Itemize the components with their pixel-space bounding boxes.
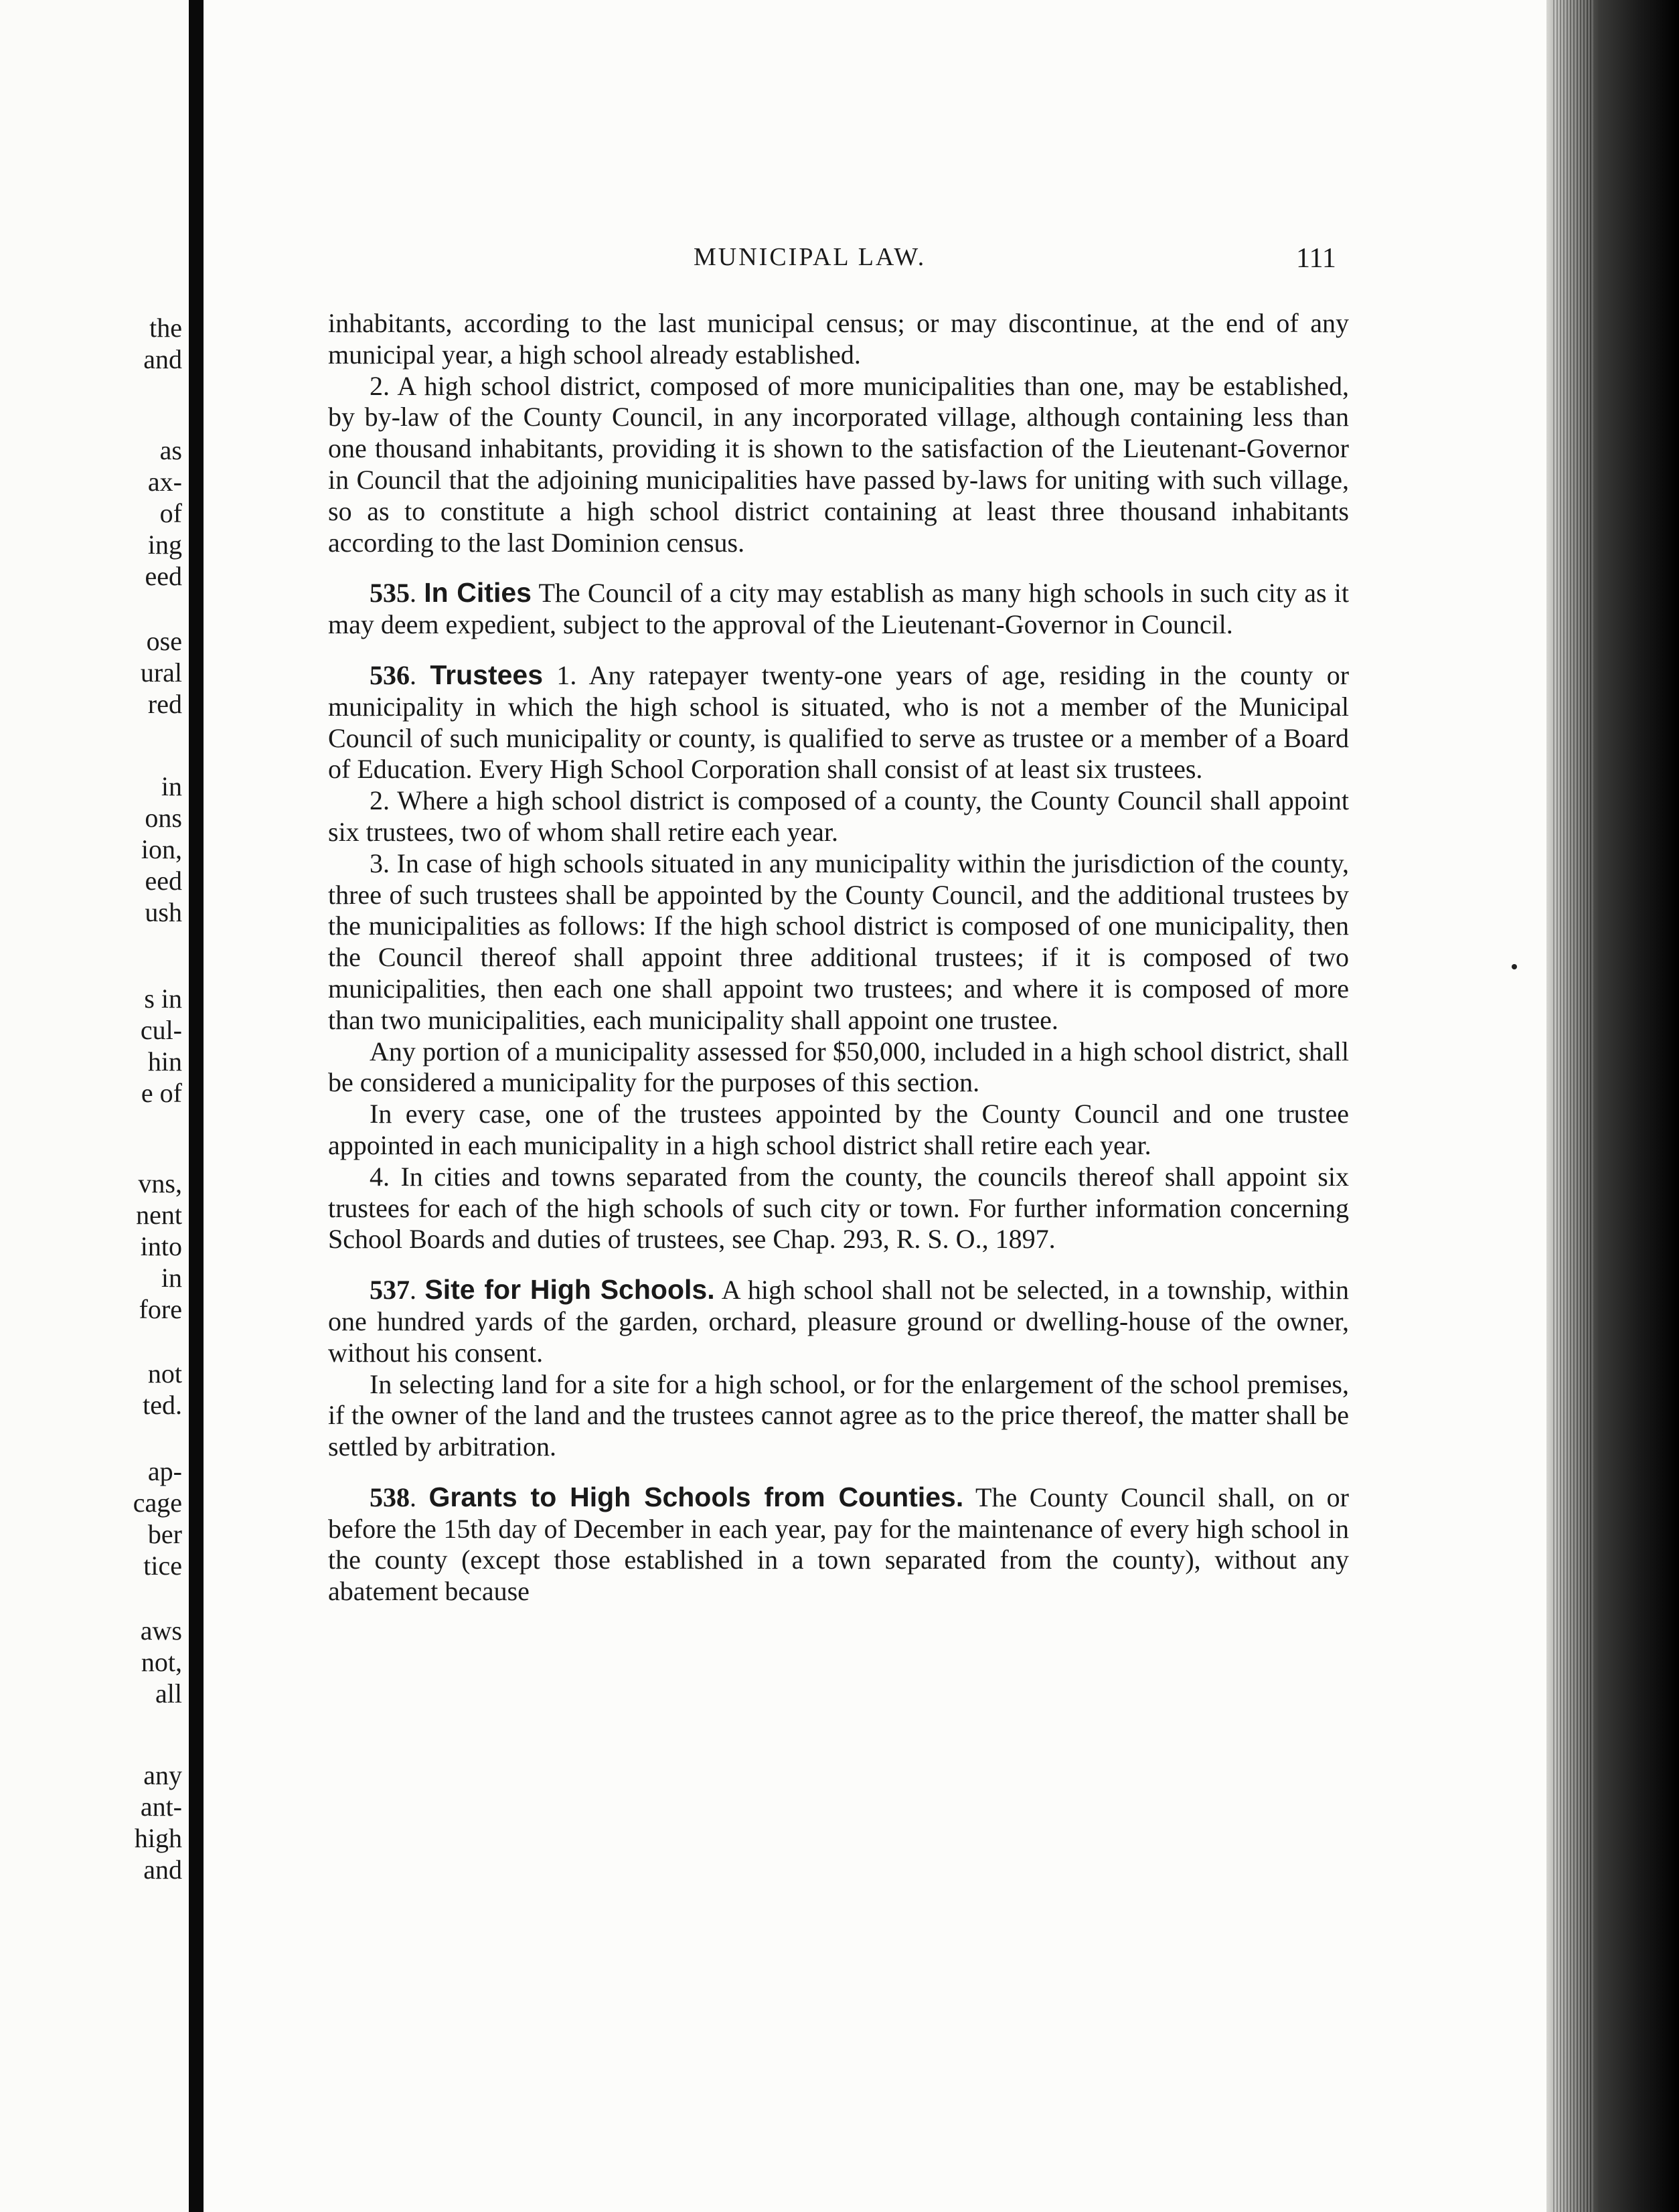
section-heading: Trustees [430, 659, 544, 690]
facing-page-fragment: eed [145, 561, 182, 591]
paragraph: Any portion of a municipality assessed for $50,000, included in a high school district, shall be considered a municipality for the purposes of this section. [328, 1036, 1349, 1098]
facing-page-fragment: ing [147, 530, 182, 560]
facing-page [0, 0, 189, 2212]
facing-page-fragment: any [143, 1760, 182, 1790]
section-number: 538 [370, 1482, 410, 1512]
facing-page-fragment: of [159, 498, 182, 528]
paragraph: 4. In cities and towns separated from the county, the councils thereof shall appoint six trustees for each of the high schools of such city or town. For further information concerning School Boards and duties of trustees, see Chap. 293, R. S. O., 1897. [328, 1161, 1349, 1255]
facing-page-fragment: high [134, 1823, 182, 1853]
facing-page-fragment: and [143, 1854, 182, 1885]
facing-page-fragment: the [149, 313, 182, 343]
facing-page-fragment: red [147, 689, 182, 719]
section-537: 537. Site for High Schools. A high school shall not be selected, in a township, within one hundred yards of the garden, orchard, pleasure ground or dwelling-house of the owner, without his consent. [328, 1274, 1350, 1368]
section-number: 536 [370, 659, 410, 690]
facing-page-fragment: fore [139, 1294, 182, 1324]
facing-page-fragment: tice [143, 1551, 182, 1581]
paragraph: In every case, one of the trustees appointed by the County Council and one trustee appointed in each municipality in a high school district shall retire each year. [328, 1099, 1349, 1160]
facing-page-fragment: e of [141, 1078, 182, 1108]
facing-page-fragment: eed [145, 866, 182, 896]
section-heading: Site for High Schools. [424, 1274, 715, 1306]
paragraph: 2. Where a high school district is composed of a county, the County Council shall appoint six trustees, two of whom shall retire each year. [328, 785, 1349, 847]
facing-page-fragment: ose [146, 626, 182, 656]
facing-page-fragment: ber [147, 1519, 182, 1549]
facing-page-fragment: as [159, 435, 182, 465]
section-number: 537 [370, 1275, 410, 1306]
section-536: 536. Trustees 1. Any ratepayer twenty-one years of age, residing in the county or municipality in which the high school is situated, who is not a member of the Municipal Council of such municipality or county, is qualified to serve as trustee or a member of a Board of Education. Every High School Corporation shall consist of at least six trustees. [328, 659, 1350, 785]
page-number: 111 [1296, 243, 1336, 274]
facing-page-fragment: not, [141, 1647, 182, 1677]
facing-page-fragment: cage [133, 1488, 182, 1518]
facing-page-fragment: s in [144, 983, 182, 1014]
facing-page-fragment: and [143, 344, 182, 374]
facing-page-fragment: vns, [138, 1168, 182, 1198]
facing-page-fragment: ion, [141, 834, 182, 864]
facing-page-fragment: in [161, 1263, 182, 1293]
paragraph: In selecting land for a site for a high school, or for the enlargement of the school premises, if the owner of the land and the trustees cannot agree as to the price thereof, the matter shall be settled by arbitration. [328, 1368, 1349, 1462]
paragraph: inhabitants, according to the last municipal census; or may discontinue, at the end of any municipal year, a high school already established. [328, 308, 1349, 370]
facing-page-fragment: aws [140, 1615, 182, 1646]
section-heading: In Cities [424, 577, 532, 609]
stray-mark [1512, 964, 1517, 969]
running-title: MUNICIPAL LAW. [694, 243, 927, 271]
facing-page-fragment: ush [145, 897, 182, 927]
page-gutter [189, 0, 204, 2212]
facing-page-fragment: hin [147, 1046, 182, 1077]
section-text: 1. Any ratepayer twenty-one years of age, residing in the county or municipality in which the high school is situated, who is not a member of the Municipal Council of such municipality or county, is qualified to serve as trustee or a member of a Board of Education. Every High School Corporation shall consist of at least six trustees. [328, 659, 1350, 785]
facing-page-fragment: ural [140, 657, 182, 688]
section-text: A high school shall not be selected, in a township, within one hundred yards of the garden, orchard, pleasure ground or dwelling-house of the owner, without his consent. [328, 1275, 1350, 1368]
paragraph: 3. In case of high schools situated in any municipality within the jurisdiction of the county, three of such trustees shall be appointed by the County Council, and the additional trustees by the municipalities as follows: If the high school district is composed of one municipality, then the Council thereof shall appoint three additional trustees; if it is composed of two municipalities, then each one shall appoint two trustees; and where it is composed of more than two municipalities, each municipality shall appoint one trustee. [328, 848, 1349, 1035]
section-heading: Grants to High Schools from Counties. [428, 1481, 964, 1512]
facing-page-fragment: nent [136, 1200, 182, 1230]
paragraph: 2. A high school district, composed of more municipalities than one, may be established, by by-law of the County Council, in any incorporated village, although containing less than one thousand inhabitants, providing it is shown to the satisfaction of the Lieutenant-Governor in Council that the adjoining municipalities have passed by-laws for uniting with such village, so as to constitute a high school district containing at least three thousand inhabitants according to the last Dominion census. [328, 370, 1349, 558]
facing-page-fragment: all [155, 1678, 182, 1709]
facing-page-fragment: ax- [147, 467, 182, 497]
section-number: 535 [370, 578, 410, 609]
facing-page-fragment: cul- [140, 1015, 182, 1045]
facing-page-fragment: ap- [147, 1456, 182, 1486]
page-body [328, 308, 1349, 1607]
section-text: The Council of a city may establish as many high schools in such city as it may deem expedient, subject to the approval of the Lieutenant-Governor in Council. [328, 578, 1349, 640]
facing-page-fragment: in [161, 771, 182, 801]
facing-page-fragment: into [140, 1231, 182, 1261]
facing-page-fragment: not [147, 1358, 182, 1389]
facing-page-fragment: ted. [143, 1390, 182, 1420]
book-edge-lines [1553, 0, 1593, 2212]
section-538: 538. Grants to High Schools from Counties. The County Council shall, on or before the 15th day of December in each year, pay for the maintenance of every high school in the county (except those established in a town separated from the county), without any abatement because [328, 1481, 1349, 1607]
facing-page-fragment: ant- [140, 1792, 182, 1822]
section-535: 535. In Cities The Council of a city may establish as many high schools in such city as it may deem expedient, subject to the approval of the Lieutenant-Governor in Council. [328, 577, 1349, 640]
section-text: The County Council shall, on or before the 15th day of December in each year, pay for the maintenance of every high school in the county (except those established in a town separated from the county), without any abatement because [328, 1482, 1349, 1607]
facing-page-fragment: ons [145, 803, 182, 833]
